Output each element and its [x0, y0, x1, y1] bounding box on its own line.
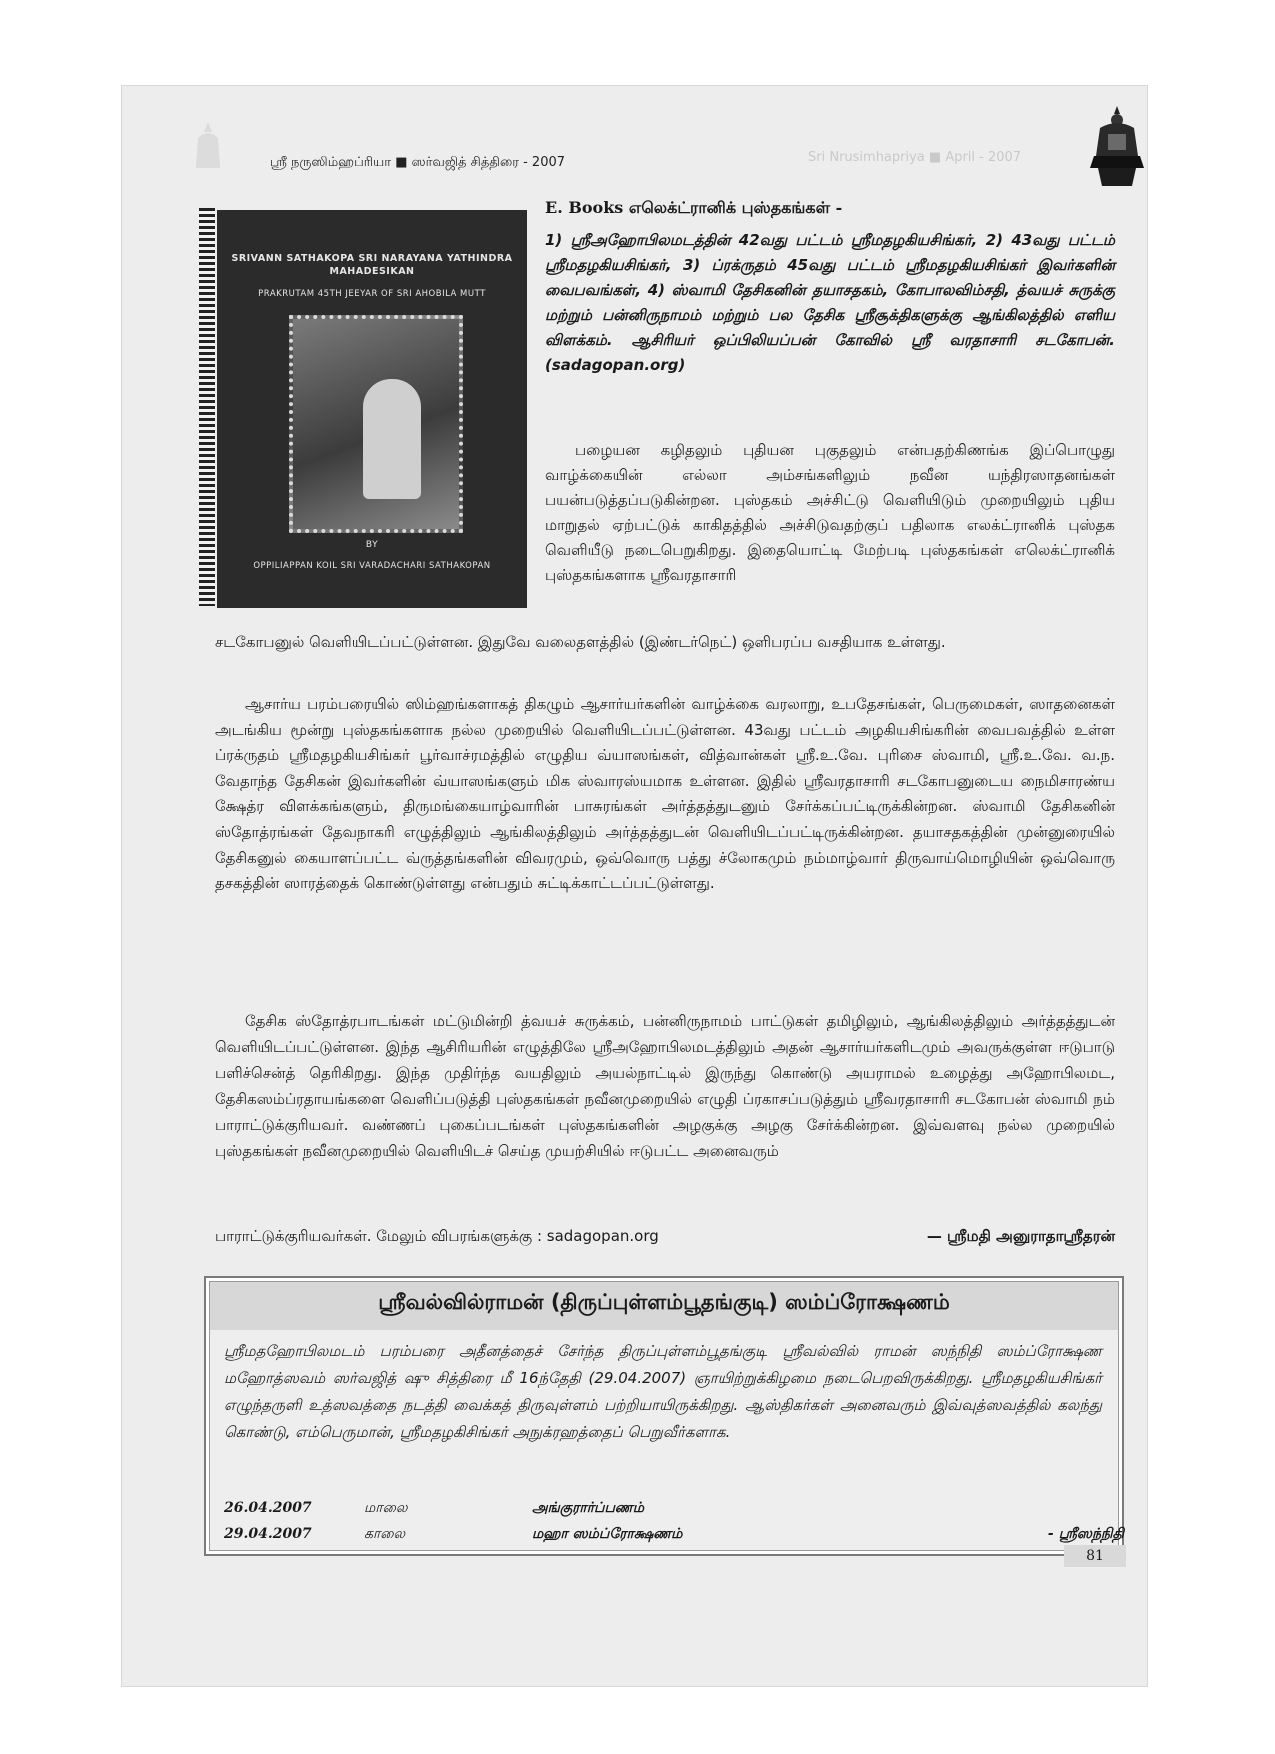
samprokshanam-notice	[204, 1276, 1124, 1556]
schedule-event: மஹா ஸம்ப்ரோக்ஷணம்	[532, 1526, 683, 1542]
page-header: ஸ்ரீ நருஸிம்ஹப்ரியா ■ ஸர்வஜித் சித்திரை - 2007	[270, 155, 566, 170]
closing-line: பாராட்டுக்குரியவர்கள். மேலும் விபரங்களுக்கு : sadagopan.org	[215, 1227, 659, 1245]
cover-title: SRIVANN SATHAKOPA SRI NARAYANA YATHINDRA MAHADESIKAN	[231, 253, 513, 277]
cover-author: OPPILIAPPAN KOIL SRI VARADACHARI SATHAKOPAN	[253, 561, 491, 571]
schedule-time: மாலை	[364, 1500, 408, 1516]
ebooks-paragraph-3: தேசிக ஸ்தோத்ரபாடங்கள் மட்டுமின்றி த்வயச் சுருக்கம், பன்னிருநாமம் பாட்டுகள் தமிழிலும், ஆங்கிலத்திலும் அர்த்தத்துடன் வெளியிடப்பட்டுள்ளன. இந்த ஆசிரியரின் எழுத்திலே ஸ்ரீஅஹோபிலமடத்திலும் அதன் ஆசார்யர்களிடமும் அவருக்குள்ள ஈடுபாடு பளிச்சென்த் தெரிகிறது. இந்த முதிர்ந்த வயதிலும் அயல்நாட்டில் இருந்து கொண்டு அயராமல் உழைத்து அஹோபிலமட, தேசிகஸம்ப்ரதாயங்களை வெளிப்படுத்தி புஸ்தகங்கள் நவீனமுறையில் எழுதி ப்ரகாசப்படுத்தும் ஸ்ரீவரதாசாரி சடகோபன் ஸ்வாமி நம் பாராட்டுக்குரியவர். வண்ணப் புகைப்படங்கள் புஸ்தகங்களின் அழகுக்கு அழகு சேர்க்கின்றன. இவ்வளவு நல்ல முறையில் புஸ்தகங்கள் நவீனமுறையில் வெளியிடச் செய்த முயற்சியில் ஈடுபட்ட அனைவரும்	[215, 1012, 1115, 1160]
notice-title: ஸ்ரீவல்வில்ராமன் (திருப்புள்ளம்பூதங்குடி) ஸம்ப்ரோக்ஷணம்	[378, 1290, 950, 1314]
page-number: 81	[1064, 1545, 1126, 1567]
ebooks-paragraph-2: ஆசார்ய பரம்பரையில் ஸிம்ஹங்களாகத் திகழும் ஆசார்யர்களின் வாழ்க்கை வரலாறு, உபதேசங்கள், பெருமைகள், ஸாதனைகள் அடங்கிய மூன்று புஸ்தகங்களாக நல்ல முறையில் வெளியிடப்பட்டுள்ளன. 43வது பட்டம் அழகியசிங்கரின் வைபவத்தில் உள்ள ப்ரக்ருதம் ஸ்ரீமதழகியசிங்கர் பூர்வாச்ரமத்தில் எழுதிய வ்யாஸங்கள், வித்வான்கள் ஸ்ரீ.உ.வே. புரிசை ஸ்வாமி, ஸ்ரீ.உ.வே. வ.ந. வேதாந்த தேசிகன் இவர்களின் வ்யாஸங்களும் மிக ஸ்வாரஸ்யமாக உள்ளன. இதில் ஸ்ரீவரதாசாரி சடகோபனுடைய நைமிசாரண்ய க்ஷேத்ர விளக்கங்களும், திருமங்கையாழ்வாரின் பாசுரங்கள் அர்த்தத்துடனும் சேர்க்கப்பட்டிருக்கின்றன. ஸ்வாமி தேசிகனின் ஸ்தோத்ரங்கள் தேவநாகரி எழுத்திலும் ஆங்கிலத்திலும் அர்த்தத்துடன் வெளியிடப்பட்டிருக்கின்றன. தயாசதகத்தின் முன்னுரையில் தேசிகனுல் கையாளப்பட்ட வ்ருத்தங்களின் விவரமும், ஒவ்வொரு பத்து ச்லோகமும் நம்மாழ்வார் திருவாய்மொழியின் ஒவ்வொரு தசகத்தின் ஸாரத்தைக் கொண்டுள்ளது என்பதும் சுட்டிக்காட்டப்பட்டுள்ளது.	[215, 695, 1115, 893]
schedule-time: காலை	[364, 1526, 406, 1542]
cover-deity-figure	[363, 379, 421, 499]
cover-by: BY	[365, 540, 379, 550]
spiral-binding	[199, 208, 215, 606]
schedule-date: 26.04.2007	[224, 1500, 312, 1516]
author-signature: — ஸ்ரீமதி அனுராதாஸ்ரீதரன்	[926, 1227, 1115, 1245]
schedule-event: அங்குரார்ப்பணம்	[532, 1500, 644, 1516]
notice-body: ஸ்ரீமதஹோபிலமடம் பரம்பரை அதீனத்தைச் சேர்ந்த திருப்புள்ளம்பூதங்குடி ஸ்ரீவல்வில் ராமன் ஸந்நிதி ஸம்ப்ரோக்ஷண மஹோத்ஸவம் ஸர்வஜித் ஷு சித்திரை மீ 16ந்தேதி (29.04.2007) ஞாயிற்றுக்கிழமை நடைபெறவிருக்கிறது. ஸ்ரீமதழகியசிங்கர் எழுந்தருளி உத்ஸவத்தை நடத்தி வைக்கத் திருவுள்ளம் பற்றியாயிருக்கிறது. ஆஸ்திகர்கள் அனைவரும் இவ்வுத்ஸவத்தில் கலந்து கொண்டு, எம்பெருமான், ஸ்ரீமதழகிசிங்கர் அநுக்ரஹத்தைப் பெறுவீர்களாக.	[224, 1342, 1102, 1441]
cover-photo	[289, 315, 463, 533]
ghost-header: Sri Nrusimhapriya ■ April - 2007	[808, 150, 1022, 165]
closing-row	[215, 1227, 1115, 1247]
schedule-by: - ஸ்ரீஸந்நிதி	[1048, 1526, 1124, 1542]
ebooks-heading: E. Books எலெக்ட்ரானிக் புஸ்தகங்கள் -	[545, 198, 843, 217]
schedule-date: 29.04.2007	[224, 1526, 312, 1542]
book-cover-image	[217, 210, 527, 608]
ebooks-paragraph-1-continued: சடகோபனுல் வெளியிடப்பட்டுள்ளன. இதுவே வலைதளத்தில் (இண்டர்நெட்) ஒளிபரப்ப வசதியாக உள்ளது.	[215, 633, 946, 651]
narasimha-deity-icon	[1088, 104, 1146, 188]
cover-subtitle: PRAKRUTAM 45TH JEEYAR OF SRI AHOBILA MUTT	[258, 289, 486, 299]
ebooks-paragraph-1: பழையன கழிதலும் புதியன புகுதலும் என்பதற்கிணங்க இப்பொழுது வாழ்க்கையின் எல்லா அம்சங்களிலும் நவீன யந்திரஸாதனங்கள் பயன்படுத்தப்படுகின்றன. புஸ்தகம் அச்சிட்டு வெளியிடும் முறையிலும் புதிய மாறுதல் ஏற்பட்டுக் காகிதத்தில் அச்சிடுவதற்குப் பதிலாக எலக்ட்ரானிக் புஸ்தக வெளியீடு நடைபெறுகிறது. இதையொட்டி மேற்படி புஸ்தகங்கள் எலெக்ட்ரானிக் புஸ்தகங்களாக ஸ்ரீவரதாசாரி	[545, 441, 1115, 584]
ghost-deity-icon	[188, 118, 228, 178]
ebooks-intro: 1) ஸ்ரீஅஹோபிலமடத்தின் 42வது பட்டம் ஸ்ரீமதழகியசிங்கர், 2) 43வது பட்டம் ஸ்ரீமதழகியசிங்கர், 3) ப்ரக்ருதம் 45வது பட்டம் ஸ்ரீமதழகியசிங்கர் இவர்களின் வைபவங்கள், 4) ஸ்வாமி தேசிகனின் தயாசதகம், கோபாலவிம்சதி, த்வயச் சுருக்கு மற்றும் பன்னிருநாமம் மற்றும் பல தேசிக ஸ்ரீசூக்திகளுக்கு ஆங்கிலத்தில் எளிய விளக்கம். ஆசிரியர் ஒப்பிலியப்பன் கோவில் ஸ்ரீ வரதாசாரி சடகோபன். (sadagopan.org)	[545, 231, 1115, 374]
